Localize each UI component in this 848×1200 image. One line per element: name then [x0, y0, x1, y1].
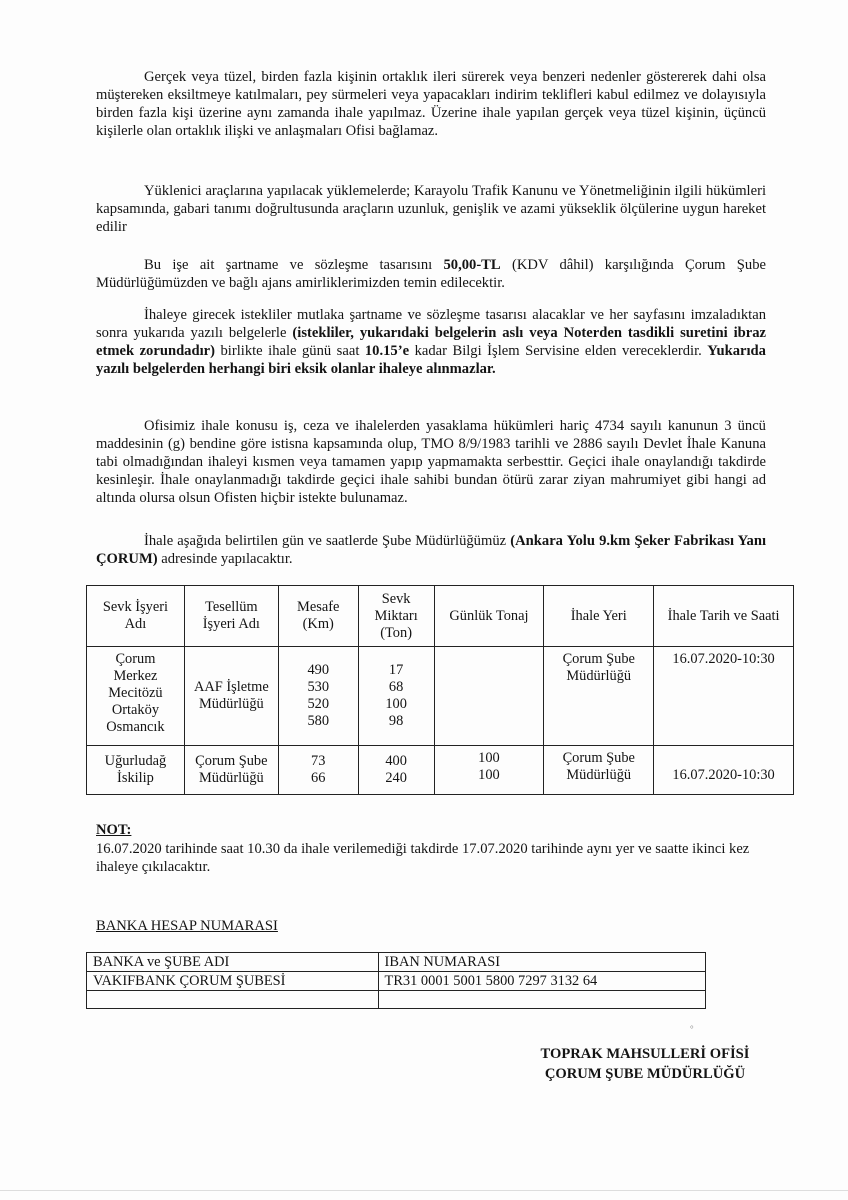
- bank-header-name: BANKA ve ŞUBE ADI: [87, 953, 379, 972]
- paragraph-ortaklik: Gerçek veya tüzel, birden fazla kişinin ortaklık ileri sürerek veya benzeri nedenler göstererek dahi olsa müştereken eksiltmeye katılmaları, pey sürmeleri veya yapacakları indirim teklifleri kabul edilmez ve dolayısıyla birden fazla kişi üzerine aynı zamanda ihale yapılmaz. Üzerine ihale yapılan gerçek veya tüzel kişinin, üçüncü kişilerle olan ortaklık ilişki ve anlaşmaları Ofisi bağlamaz.: [96, 69, 766, 139]
- paragraph-ihale-yeri: İhale aşağıda belirtilen gün ve saatlerde Şube Müdürlüğümüz (Ankara Yolu 9.km Şeker Fabrikası Yanı ÇORUM) adresinde yapılacaktır.: [96, 533, 767, 567]
- signature-line-2: ÇORUM ŞUBE MÜDÜRLÜĞÜ: [544, 1066, 746, 1082]
- table-row: [87, 746, 794, 795]
- cell-mesafe: 490 530 520 580: [278, 647, 358, 746]
- ihale-table: [86, 585, 794, 795]
- cell-miktar: 400 240: [358, 746, 434, 795]
- cell-tesellum: Çorum Şube Müdürlüğü: [184, 746, 278, 795]
- cell-ihale-tarih: 16.07.2020-10:30: [654, 746, 794, 795]
- bank-title: BANKA HESAP NUMARASI: [96, 918, 278, 934]
- bank-empty-cell: [378, 991, 705, 1009]
- note-title: NOT:: [96, 822, 132, 838]
- table-header-row: [87, 586, 794, 647]
- signature-line-1: TOPRAK MAHSULLERİ OFİSİ: [540, 1046, 750, 1062]
- bank-header-iban: IBAN NUMARASI: [378, 953, 705, 972]
- bank-name: VAKIFBANK ÇORUM ŞUBESİ: [87, 972, 379, 991]
- header-ihale-tarih: İhale Tarih ve Saati: [654, 586, 794, 647]
- cell-tonaj: 100 100: [434, 746, 544, 795]
- table-row: [87, 991, 706, 1009]
- table-row: [87, 647, 794, 746]
- bank-table: [86, 952, 706, 1009]
- paragraph-yukleme: Yüklenici araçlarına yapılacak yüklemelerde; Karayolu Trafik Kanunu ve Yönetmeliğinin ilgili hükümleri kapsamında, gabari tanımı doğrultusunda araçların uzunluk, genişlik ve azami yükseklik ölçülerine uygun hareket edilir: [96, 183, 766, 235]
- paragraph-sartname: Bu işe ait şartname ve sözleşme tasarısını 50,00-TL (KDV dâhil) karşılığında Çorum Şube Müdürlüğümüzden ve bağlı ajans amirliklerimizden temin edilecektir.: [96, 257, 766, 291]
- cell-mesafe: 73 66: [278, 746, 358, 795]
- cell-sevk: Uğurludağ İskilip: [87, 746, 185, 795]
- signature-block: [520, 1044, 770, 1084]
- note-text: 16.07.2020 tarihinde saat 10.30 da ihale verilemediği takdirde 17.07.2020 tarihinde aynı yer ve saatte ikinci kez ihaleye çıkılacaktır.: [96, 841, 750, 875]
- header-mesafe: Mesafe (Km): [278, 586, 358, 647]
- cell-ihale-yeri: Çorum Şube Müdürlüğü: [544, 647, 654, 746]
- header-sevk-isyeri: Sevk İşyeri Adı: [87, 586, 185, 647]
- table-row: [87, 953, 706, 972]
- cell-ihale-yeri: Çorum Şube Müdürlüğü: [544, 746, 654, 795]
- cell-tonaj: [434, 647, 544, 746]
- cell-ihale-tarih: 16.07.2020-10:30: [654, 647, 794, 746]
- paragraph-istisna: Ofisimiz ihale konusu iş, ceza ve ihalelerden yasaklama hükümleri hariç 4734 sayılı kanunun 3 üncü maddesinin (g) bendine göre istisna kapsamında olup, TMO 8/9/1983 tarihli ve 2886 sayılı Devlet İhale Kanuna tabi olmadığından ihaleyi kısmen veya tamamen yapıp yapmamakta serbesttir. Geçici ihale onaylandığı takdirde kesinleşir. İhale onaylanmadığı takdirde geçici ihale sahibi bundan ötürü zarar ziyan mahrumiyet gibi hangi ad altında olursa olsun Ofisten hiçbir istekte bulunamaz.: [96, 418, 766, 506]
- header-gunluk-tonaj: Günlük Tonaj: [434, 586, 544, 647]
- bank-iban: TR31 0001 5001 5800 7297 3132 64: [378, 972, 705, 991]
- header-ihale-yeri: İhale Yeri: [544, 586, 654, 647]
- cell-miktar: 17 68 100 98: [358, 647, 434, 746]
- cell-tesellum: AAF İşletme Müdürlüğü: [184, 647, 278, 746]
- cell-sevk: Çorum Merkez Mecitözü Ortaköy Osmancık: [87, 647, 185, 746]
- page-edge-line: [0, 1190, 848, 1191]
- header-tesellum: Tesellüm İşyeri Adı: [184, 586, 278, 647]
- bank-empty-cell: [87, 991, 379, 1009]
- stray-mark: °: [690, 1024, 694, 1034]
- table-row: [87, 972, 706, 991]
- paragraph-istekliler: İhaleye girecek istekliler mutlaka şartname ve sözleşme tasarısı alacaklar ve her sayfasını imzaladıktan sonra yukarıda yazılı belgelerle (istekliler, yukarıdaki belgelerin aslı veya Noterden tasdikli suretini ibraz etmek zorundadır) birlikte ihale günü saat 10.15’e kadar Bilgi İşlem Servisine elden vereceklerdir. Yukarıda yazılı belgelerden herhangi biri eksik olanlar ihaleye alınmazlar.: [96, 307, 767, 377]
- header-sevk-miktari: Sevk Miktarı (Ton): [358, 586, 434, 647]
